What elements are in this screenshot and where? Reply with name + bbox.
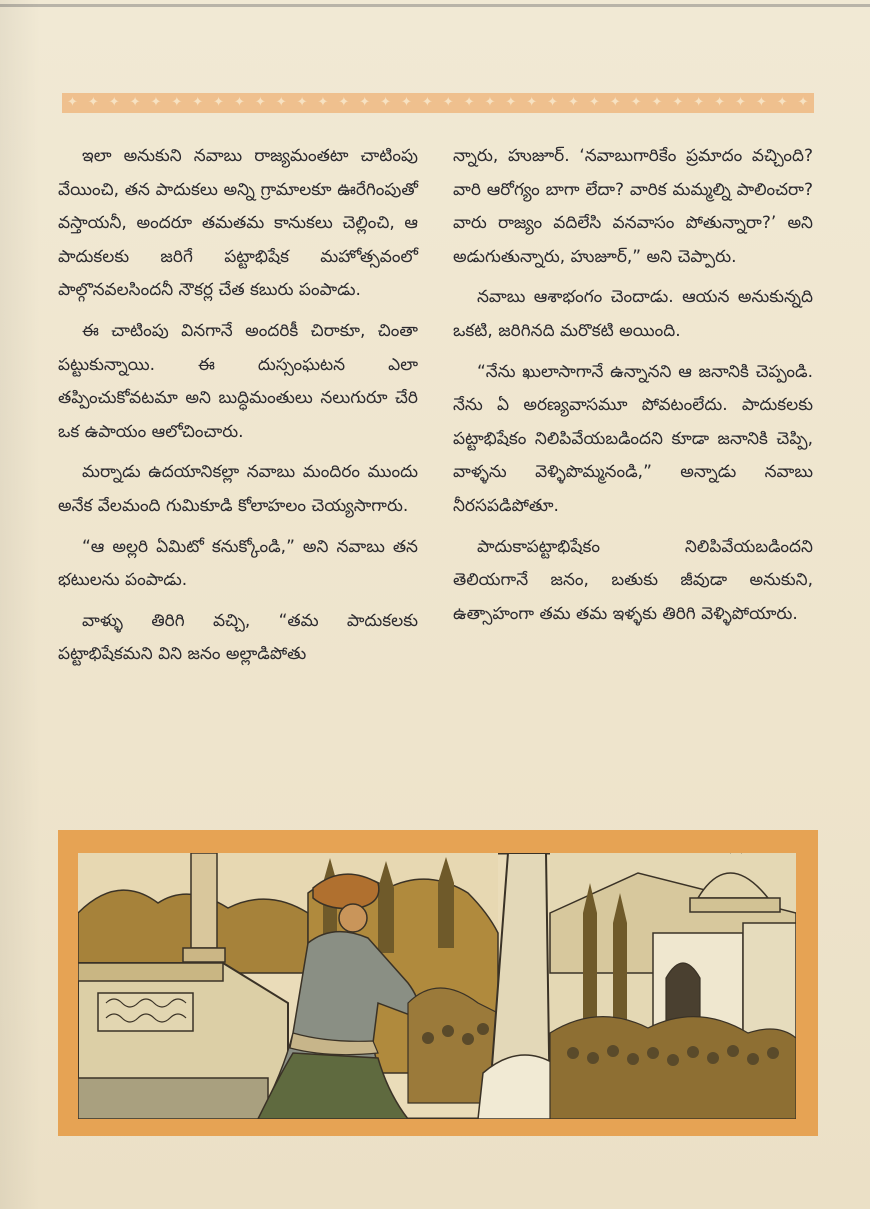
paragraph: పాదుకాపట్టాభిషేకం నిలిపివేయబడిందని తెలియగానే జనం, బతుకు జీవుడా అనుకుని, ఉత్సాహంగా తమ తమ ఇళ్ళకు తిరిగి వెళ్ళిపోయారు. [453,536,813,624]
paragraph: “ఆ అల్లరి ఏమిటో కనుక్కోండి,” అని నవాబు తన భటులను పంపాడు. [58,536,418,591]
paragraph: నవాబు ఆశాభంగం చెందాడు. ఆయన అనుకున్నది ఒకటి, జరిగినది మరొకటి అయింది. [453,287,813,341]
top-rule [0,4,870,7]
paragraph: “నేను ఖులాసాగానే ఉన్నానని ఆ జనానికి చెప్పండి. నేను ఏ అరణ్యవాసమూ పోవటంలేదు. పాదుకలకు పట్టాభిషేకం నిలిపివేయబడిందని కూడా జనానికి చెప్పి, వాళ్ళను వెళ్ళిపొమ్మనండి,” అన్నాడు నవాబు నీరసపడిపోతూ. [453,361,813,516]
paragraph: ఈ చాటింపు వినగానే అందరికీ చిరాకూ, చింతా పట్టుకున్నాయి. ఈ దుస్సంఘటన ఎలా తప్పించుకోవటమా అని బుద్ధిమంతులు నలుగురూ చేరి ఒక ఉపాయం ఆలోచించారు. [58,320,418,442]
nawab-balcony-crowd-illustration [78,853,796,1119]
paragraph: ఇలా అనుకుని నవాబు రాజ్యమంతటా చాటింపు వేయించి, తన పాదుకలు అన్ని గ్రామాలకూ ఊరేగింపుతో వస్తాయనీ, అందరూ తమతమ కానుకలు చెల్లించి, ఆ పాదుకలకు జరిగే పట్టాభిషేక మహోత్సవంలో పాల్గొనవలసిందనీ నౌకర్ల చేత కబురు పంపాడు. [58,146,418,301]
paragraph: వాళ్ళు తిరిగి వచ్చి, “తమ పాదుకలకు పట్టాభిషేకమని విని జనం అల్లాడిపోతు [58,610,418,665]
decorative-border-strip: ✦ ✦ ✦ ✦ ✦ ✦ ✦ ✦ ✦ ✦ ✦ ✦ ✦ ✦ ✦ ✦ ✦ ✦ ✦ ✦ ✦ ✦ ✦ ✦ ✦ ✦ ✦ ✦ ✦ ✦ ✦ ✦ ✦ ✦ ✦ ✦ [62,93,814,113]
left-text-column [58,140,418,679]
illustration-panel [58,830,818,1136]
paragraph: న్నారు, హుజూర్. ‘నవాబుగారికేం ప్రమాదం వచ్చింది? వారి ఆరోగ్యం బాగా లేదా? వారిక మమ్మల్ని పాలించరా? వారు రాజ్యం వదిలేసి వనవాసం పోతున్నారా?’ అని అడుగుతున్నారు, హుజూర్,” అని చెప్పారు. [453,146,813,267]
page-edge-shadow [0,0,40,1209]
paragraph: మర్నాడు ఉదయానికల్లా నవాబు మందిరం ముందు అనేక వేలమంది గుమికూడి కోలాహలం చెయ్యసాగారు. [58,462,418,516]
right-text-column [453,140,813,638]
